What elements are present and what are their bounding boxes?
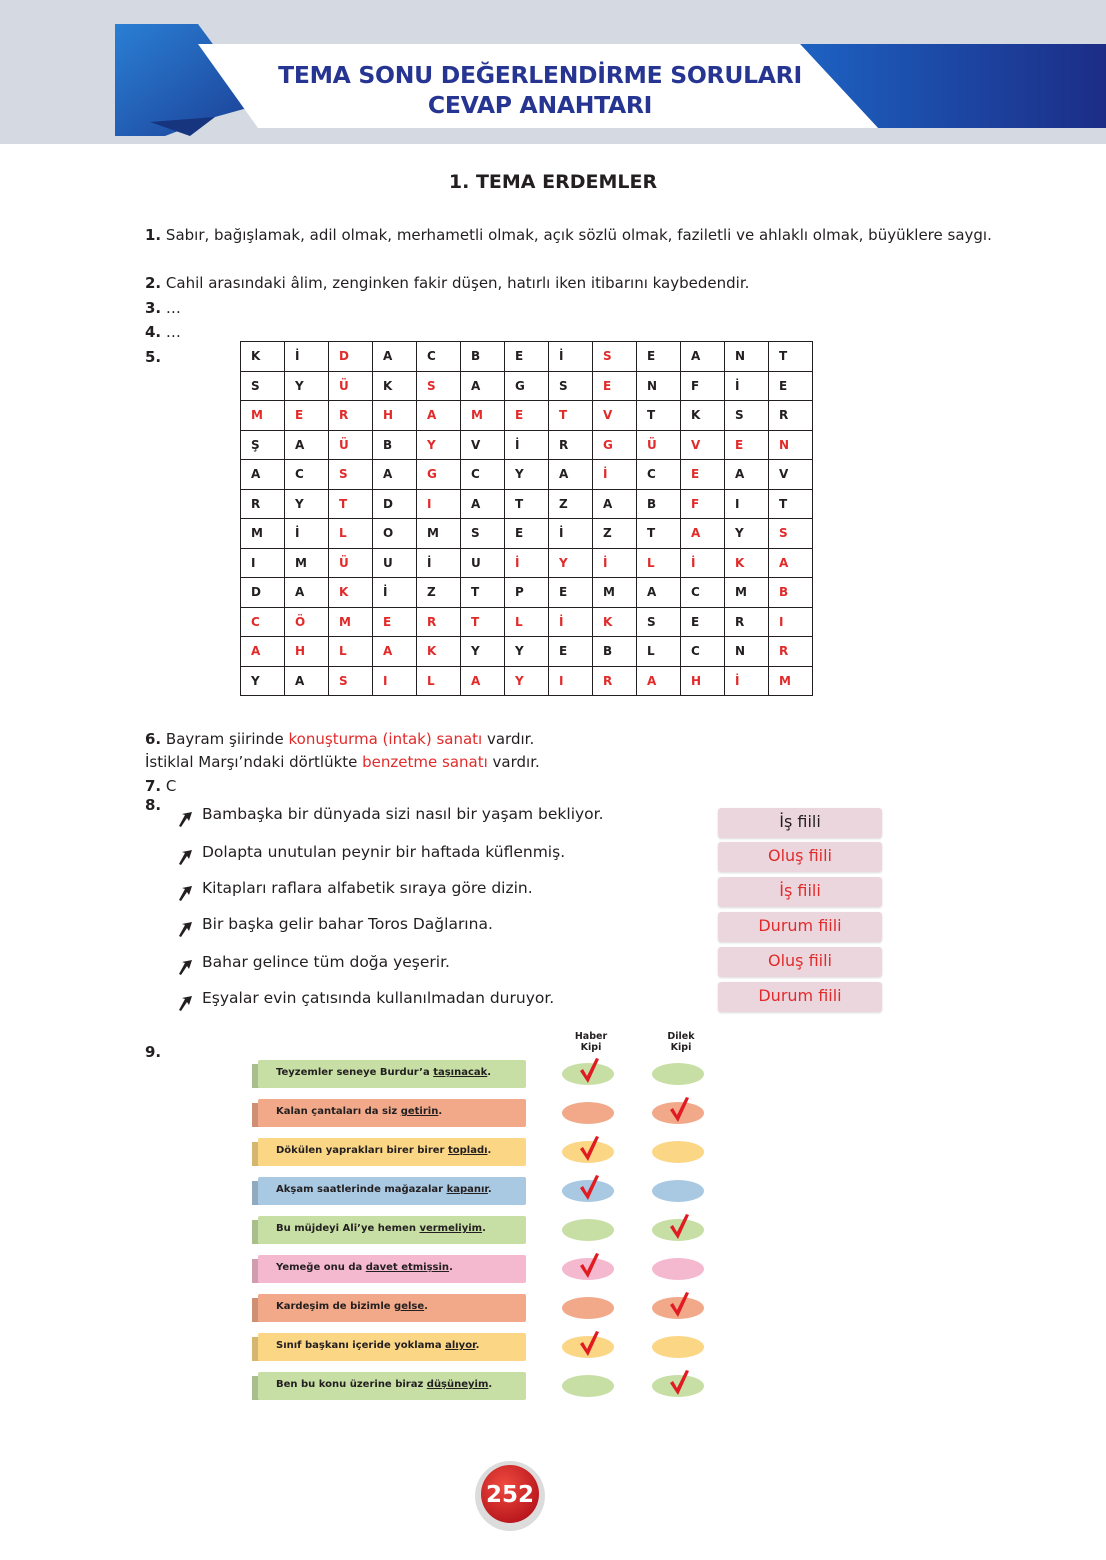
grid-cell: R <box>725 607 769 637</box>
grid-cell: A <box>373 460 417 490</box>
underlined-verb: getirin <box>400 1106 439 1117</box>
grid-cell: Y <box>549 548 593 578</box>
grid-cell: İ <box>681 548 725 578</box>
grid-cell: C <box>681 637 725 667</box>
ribbon-text <box>276 1379 492 1390</box>
sentence: Kitapları raflara alfabetik sıraya göre dizin. <box>202 879 533 897</box>
grid-cell: M <box>769 666 813 696</box>
sentence-start: Sınıf başkanı içeride yoklama <box>276 1340 446 1351</box>
grid-cell: İ <box>725 371 769 401</box>
grid-cell: S <box>593 342 637 372</box>
question-number: 2. <box>145 274 162 292</box>
grid-cell: A <box>461 489 505 519</box>
grid-cell: A <box>549 460 593 490</box>
grid-cell: Y <box>285 371 329 401</box>
grid-cell: R <box>329 401 373 431</box>
ribbon-text <box>276 1067 491 1078</box>
grid-cell: C <box>461 460 505 490</box>
grid-cell: L <box>637 637 681 667</box>
grid-cell: N <box>725 342 769 372</box>
grid-cell: V <box>681 430 725 460</box>
grid-cell: E <box>725 430 769 460</box>
grid-cell: S <box>725 401 769 431</box>
grid-cell: E <box>505 401 549 431</box>
grid-cell: L <box>329 637 373 667</box>
grid-cell: V <box>461 430 505 460</box>
grid-cell: K <box>373 371 417 401</box>
sentence-end: . <box>487 1145 492 1156</box>
grid-cell: O <box>373 519 417 549</box>
grid-cell: E <box>593 371 637 401</box>
verb-type-answer: Oluş fiili <box>718 947 882 977</box>
sentence-ribbon <box>258 1253 528 1285</box>
grid-cell: İ <box>285 342 329 372</box>
dilek-kipi-option <box>652 1063 704 1085</box>
arrow-bullet-icon <box>176 884 194 902</box>
underlined-verb: kapanır <box>446 1184 488 1195</box>
ribbon-text <box>276 1106 442 1117</box>
grid-cell: Y <box>505 637 549 667</box>
sentence: Bambaşka bir dünyada sizi nasıl bir yaşam bekliyor. <box>202 805 604 823</box>
page-title <box>240 60 840 120</box>
grid-cell: A <box>285 430 329 460</box>
grid-cell: Y <box>505 460 549 490</box>
grid-cell: E <box>769 371 813 401</box>
grid-cell: T <box>549 401 593 431</box>
answer-text: vardır. <box>482 730 535 748</box>
grid-cell: İ <box>285 519 329 549</box>
title-line-2: CEVAP ANAHTARI <box>427 91 653 119</box>
grid-cell: İ <box>505 548 549 578</box>
grid-cell: T <box>769 342 813 372</box>
verb-type-answer: Durum fiili <box>718 982 882 1012</box>
question-number: 3. <box>145 299 162 317</box>
grid-cell: Y <box>241 666 285 696</box>
grid-cell: T <box>329 489 373 519</box>
grid-cell: Ş <box>241 430 285 460</box>
sentence-start: Kalan çantaları da siz <box>276 1106 401 1117</box>
grid-cell: A <box>461 371 505 401</box>
arrow-bullet-icon <box>176 810 194 828</box>
column-label: Dilek <box>667 1031 695 1042</box>
question-5 <box>145 346 161 368</box>
sentence: Dolapta unutulan peynir bir haftada küflenmiş. <box>202 843 566 861</box>
verb-type-answer: İş fiili <box>718 877 882 907</box>
grid-cell: C <box>681 578 725 608</box>
question-number: 1. <box>145 226 162 244</box>
sentence-start: Akşam saatlerinde mağazalar <box>276 1184 447 1195</box>
page-number: 252 <box>485 1482 535 1508</box>
column-label: Kipi <box>670 1042 692 1053</box>
checkmark-icon <box>668 1212 690 1240</box>
question-9 <box>145 1041 161 1063</box>
question-number: 5. <box>145 348 162 366</box>
sentence: Eşyalar evin çatısında kullanılmadan duruyor. <box>202 989 555 1007</box>
grid-cell: İ <box>725 666 769 696</box>
grid-cell: A <box>725 460 769 490</box>
underlined-verb: gelse <box>394 1301 425 1312</box>
grid-cell: V <box>593 401 637 431</box>
grid-cell: S <box>329 460 373 490</box>
grid-cell: A <box>417 401 461 431</box>
grid-cell: Ü <box>637 430 681 460</box>
grid-cell: S <box>637 607 681 637</box>
grid-cell: A <box>769 548 813 578</box>
grid-cell: T <box>505 489 549 519</box>
question-number: 6. <box>145 730 162 748</box>
haber-kipi-option <box>562 1219 614 1241</box>
grid-cell: Ü <box>329 371 373 401</box>
grid-cell: İ <box>417 548 461 578</box>
grid-cell: R <box>417 607 461 637</box>
title-line-1: TEMA SONU DEĞERLENDİRME SORULARI <box>278 61 802 89</box>
grid-cell: Y <box>461 637 505 667</box>
grid-cell: I <box>417 489 461 519</box>
checkmark-icon <box>668 1290 690 1318</box>
sentence-end: . <box>487 1184 492 1195</box>
grid-cell: H <box>373 401 417 431</box>
grid-row <box>241 430 813 460</box>
grid-cell: S <box>329 666 373 696</box>
checkmark-icon <box>578 1056 600 1084</box>
dilek-kipi-header <box>656 1031 706 1053</box>
grid-cell: S <box>417 371 461 401</box>
grid-cell: Ü <box>329 430 373 460</box>
sentence-start: Bu müjdeyi Ali’ye hemen <box>276 1223 420 1234</box>
grid-cell: I <box>769 607 813 637</box>
grid-cell: Z <box>549 489 593 519</box>
question-number: 7. <box>145 777 162 795</box>
grid-cell: E <box>505 519 549 549</box>
question-8 <box>145 794 161 816</box>
sentence-ribbon <box>258 1331 528 1363</box>
grid-cell: B <box>637 489 681 519</box>
grid-cell: Z <box>593 519 637 549</box>
grid-cell: I <box>373 666 417 696</box>
grid-cell: K <box>329 578 373 608</box>
ribbon-text <box>276 1340 479 1351</box>
grid-row <box>241 460 813 490</box>
grid-cell: K <box>241 342 285 372</box>
grid-cell: Ü <box>329 548 373 578</box>
grid-cell: M <box>593 578 637 608</box>
question-number: 4. <box>145 323 162 341</box>
answer-text: vardır. <box>487 753 540 771</box>
grid-cell: E <box>285 401 329 431</box>
grid-cell: C <box>285 460 329 490</box>
dilek-kipi-option <box>652 1258 704 1280</box>
ribbon-text <box>276 1184 492 1195</box>
grid-cell: R <box>241 489 285 519</box>
grid-cell: C <box>417 342 461 372</box>
underlined-verb: vermeliyim <box>419 1223 483 1234</box>
underlined-verb: taşınacak <box>433 1067 488 1078</box>
answer-text: Sabır, bağışlamak, adil olmak, merhametli olmak, açık sözlü olmak, faziletli ve ahlaklı olmak, büyüklere saygı. <box>165 226 992 244</box>
grid-row <box>241 519 813 549</box>
grid-cell: P <box>505 578 549 608</box>
grid-cell: I <box>725 489 769 519</box>
sentence-ribbon <box>258 1214 528 1246</box>
question-number: 9. <box>145 1043 162 1061</box>
grid-cell: A <box>637 578 681 608</box>
word-search-grid <box>240 341 813 696</box>
answer-text: Cahil arasındaki âlim, zenginken fakir düşen, hatırlı iken itibarını kaybedendir. <box>165 274 750 292</box>
dilek-kipi-option <box>652 1141 704 1163</box>
grid-cell: B <box>461 342 505 372</box>
grid-cell: D <box>241 578 285 608</box>
grid-cell: A <box>637 666 681 696</box>
checkmark-icon <box>578 1251 600 1279</box>
ribbon-text <box>276 1145 491 1156</box>
grid-row <box>241 548 813 578</box>
grid-cell: T <box>769 489 813 519</box>
underlined-verb: topladı <box>447 1145 488 1156</box>
dilek-kipi-option <box>652 1336 704 1358</box>
sentence-start: Kardeşim de bizimle <box>276 1301 395 1312</box>
checkmark-icon <box>578 1329 600 1357</box>
grid-cell: U <box>461 548 505 578</box>
question-2 <box>145 272 749 294</box>
arrow-bullet-icon <box>176 848 194 866</box>
grid-cell: Y <box>417 430 461 460</box>
grid-cell: İ <box>373 578 417 608</box>
grid-row <box>241 637 813 667</box>
grid-row <box>241 401 813 431</box>
column-label: Haber <box>574 1031 608 1042</box>
verb-type-answer: Oluş fiili <box>718 842 882 872</box>
haber-kipi-header <box>566 1031 616 1053</box>
grid-cell: İ <box>549 342 593 372</box>
grid-cell: T <box>637 401 681 431</box>
grid-cell: C <box>241 607 285 637</box>
grid-cell: B <box>373 430 417 460</box>
grid-cell: B <box>769 578 813 608</box>
sentence: Bahar gelince tüm doğa yeşerir. <box>202 953 450 971</box>
grid-cell: E <box>549 578 593 608</box>
arrow-bullet-icon <box>176 958 194 976</box>
grid-cell: G <box>505 371 549 401</box>
grid-cell: R <box>769 637 813 667</box>
checkmark-icon <box>668 1095 690 1123</box>
grid-cell: İ <box>593 460 637 490</box>
grid-cell: K <box>681 401 725 431</box>
question-4 <box>145 321 181 343</box>
answer-text: İstiklal Marşı’ndaki dörtlükte <box>145 753 363 771</box>
answer-text: C <box>165 777 177 795</box>
sentence-ribbon <box>258 1097 528 1129</box>
grid-cell: M <box>285 548 329 578</box>
verb-type-answer: İş fiili <box>718 808 882 838</box>
grid-cell: Y <box>505 666 549 696</box>
verb-type-answer: Durum fiili <box>718 912 882 942</box>
grid-row <box>241 342 813 372</box>
arrow-bullet-icon <box>176 920 194 938</box>
sentence-start: Ben bu konu üzerine biraz <box>276 1379 427 1390</box>
haber-kipi-option <box>562 1102 614 1124</box>
grid-cell: A <box>285 666 329 696</box>
sentence-ribbon <box>258 1370 528 1402</box>
grid-cell: S <box>241 371 285 401</box>
grid-cell: L <box>505 607 549 637</box>
grid-cell: N <box>769 430 813 460</box>
grid-cell: D <box>329 342 373 372</box>
ribbon-text <box>276 1223 486 1234</box>
grid-cell: F <box>681 489 725 519</box>
sentence-start: Teyzemler seneye Burdur’a <box>276 1067 434 1078</box>
grid-cell: Y <box>285 489 329 519</box>
grid-cell: G <box>593 430 637 460</box>
grid-cell: A <box>373 342 417 372</box>
highlighted-answer: benzetme sanatı <box>362 753 488 771</box>
grid-cell: D <box>373 489 417 519</box>
grid-cell: K <box>593 607 637 637</box>
question-6-line-2 <box>145 751 540 773</box>
highlighted-answer: konuşturma (intak) sanatı <box>288 730 483 748</box>
grid-cell: A <box>461 666 505 696</box>
grid-row <box>241 666 813 696</box>
sentence-ribbon <box>258 1136 528 1168</box>
ribbon-text <box>276 1262 453 1273</box>
grid-cell: M <box>417 519 461 549</box>
grid-cell: K <box>725 548 769 578</box>
grid-cell: İ <box>505 430 549 460</box>
grid-cell: C <box>637 460 681 490</box>
arrow-bullet-icon <box>176 994 194 1012</box>
grid-cell: A <box>241 460 285 490</box>
sentence-end: . <box>449 1262 453 1273</box>
sentence-ribbon <box>258 1058 528 1090</box>
grid-row <box>241 578 813 608</box>
checkmark-icon <box>578 1134 600 1162</box>
grid-cell: V <box>769 460 813 490</box>
grid-cell: Y <box>725 519 769 549</box>
grid-cell: A <box>681 342 725 372</box>
answer-text: … <box>165 323 181 341</box>
grid-cell: F <box>681 371 725 401</box>
sentence-end: . <box>482 1223 486 1234</box>
grid-cell: B <box>593 637 637 667</box>
grid-cell: T <box>461 607 505 637</box>
grid-cell: R <box>549 430 593 460</box>
grid-cell: E <box>549 637 593 667</box>
grid-cell: İ <box>593 548 637 578</box>
checkmark-icon <box>578 1173 600 1201</box>
grid-cell: Ö <box>285 607 329 637</box>
sentence-end: . <box>438 1106 443 1117</box>
dilek-kipi-option <box>652 1180 704 1202</box>
grid-cell: E <box>637 342 681 372</box>
grid-cell: İ <box>549 607 593 637</box>
grid-cell: L <box>329 519 373 549</box>
grid-row <box>241 607 813 637</box>
grid-cell: L <box>637 548 681 578</box>
column-label: Kipi <box>580 1042 602 1053</box>
grid-cell: T <box>637 519 681 549</box>
grid-row <box>241 489 813 519</box>
grid-cell: M <box>241 519 285 549</box>
checkmark-icon <box>668 1368 690 1396</box>
underlined-verb: davet etmişsin <box>365 1262 450 1273</box>
grid-cell: N <box>725 637 769 667</box>
question-number: 8. <box>145 796 162 814</box>
grid-cell: M <box>725 578 769 608</box>
question-3 <box>145 297 181 319</box>
theme-title: 1. TEMA ERDEMLER <box>448 171 658 193</box>
sentence-start: Yemeğe onu da <box>276 1262 366 1273</box>
grid-cell: A <box>593 489 637 519</box>
grid-cell: A <box>681 519 725 549</box>
sentence-start: Dökülen yaprakları birer birer <box>276 1145 448 1156</box>
question-1 <box>145 224 998 246</box>
grid-cell: R <box>593 666 637 696</box>
grid-cell: I <box>241 548 285 578</box>
answer-text: Bayram şiirinde <box>165 730 289 748</box>
grid-cell: E <box>373 607 417 637</box>
grid-row <box>241 371 813 401</box>
grid-cell: I <box>549 666 593 696</box>
grid-cell: İ <box>549 519 593 549</box>
grid-cell: S <box>769 519 813 549</box>
page-number-badge <box>474 1460 546 1532</box>
grid-cell: E <box>505 342 549 372</box>
grid-cell: Z <box>417 578 461 608</box>
grid-cell: M <box>329 607 373 637</box>
grid-cell: U <box>373 548 417 578</box>
grid-cell: A <box>241 637 285 667</box>
grid-cell: M <box>241 401 285 431</box>
underlined-verb: alıyor <box>445 1340 476 1351</box>
answer-text: … <box>165 299 181 317</box>
grid-cell: S <box>461 519 505 549</box>
grid-cell: A <box>373 637 417 667</box>
sentence-end: . <box>488 1379 493 1390</box>
grid-cell: A <box>285 578 329 608</box>
grid-cell: E <box>681 607 725 637</box>
grid-cell: K <box>417 637 461 667</box>
grid-cell: H <box>681 666 725 696</box>
grid-cell: E <box>681 460 725 490</box>
grid-cell: R <box>769 401 813 431</box>
ribbon-text <box>276 1301 428 1312</box>
grid-cell: S <box>549 371 593 401</box>
haber-kipi-option <box>562 1297 614 1319</box>
grid-cell: L <box>417 666 461 696</box>
sentence: Bir başka gelir bahar Toros Dağlarına. <box>202 915 493 933</box>
grid-cell: H <box>285 637 329 667</box>
grid-cell: M <box>461 401 505 431</box>
question-6 <box>145 728 534 750</box>
sentence-ribbon <box>258 1292 528 1324</box>
grid-cell: T <box>461 578 505 608</box>
sentence-ribbon <box>258 1175 528 1207</box>
grid-cell: G <box>417 460 461 490</box>
grid-cell: N <box>637 371 681 401</box>
sentence-end: . <box>424 1301 428 1312</box>
underlined-verb: düşüneyim <box>426 1379 489 1390</box>
sentence-end: . <box>487 1067 492 1078</box>
haber-kipi-option <box>562 1375 614 1397</box>
sentence-end: . <box>475 1340 480 1351</box>
